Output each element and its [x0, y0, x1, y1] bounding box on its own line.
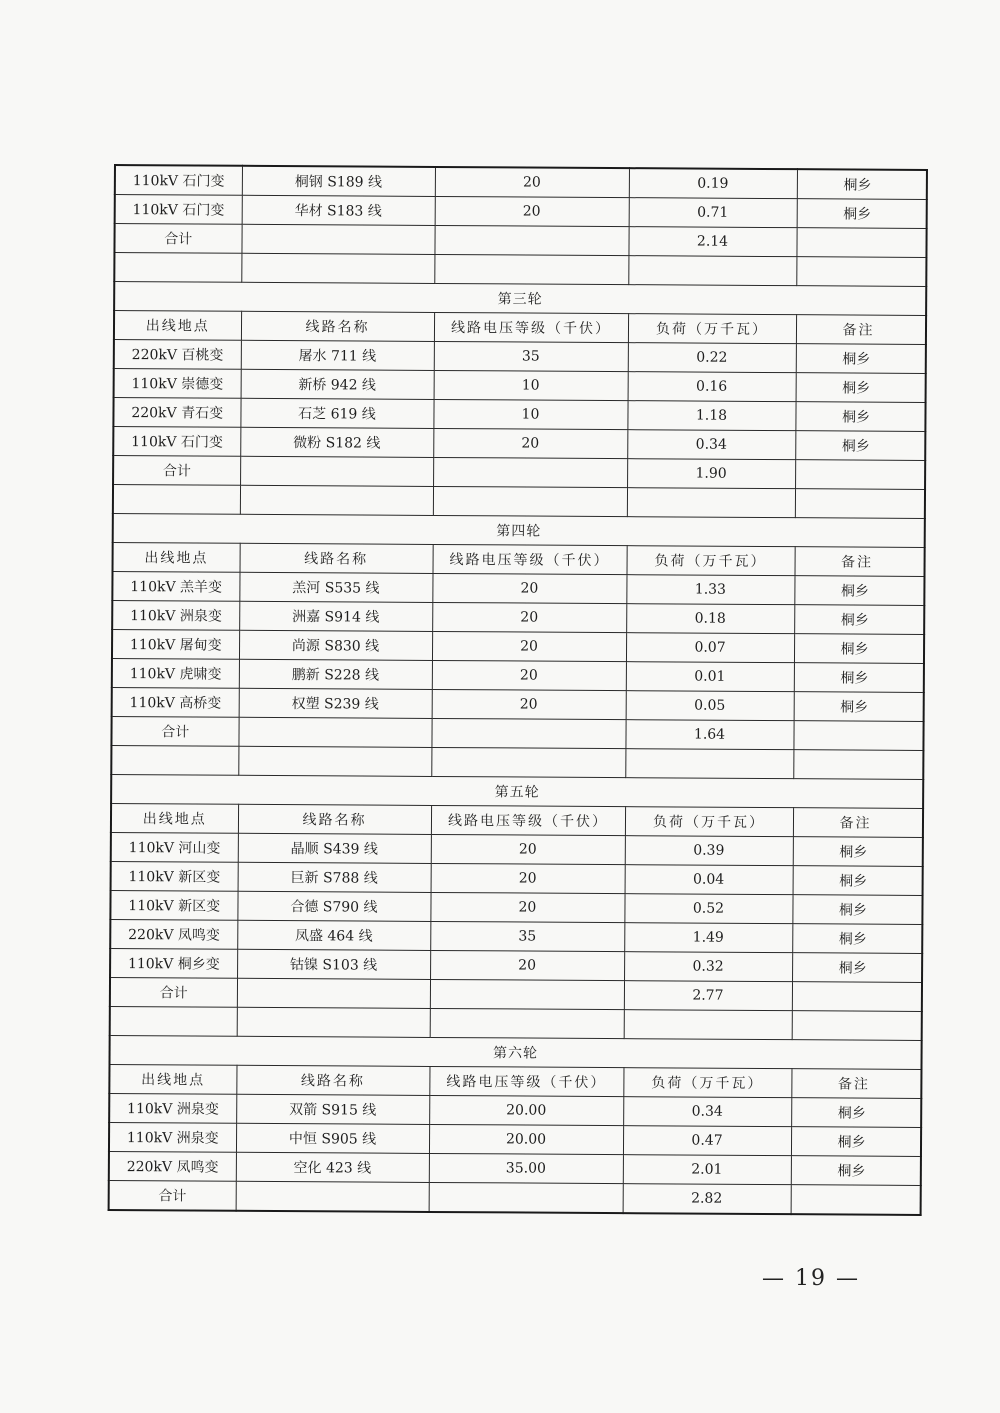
site-cell: 110kV 屠甸变 [112, 629, 239, 659]
site-cell: 110kV 崇德变 [114, 369, 241, 399]
site-cell: 220kV 青石变 [113, 398, 240, 428]
total-load: 1.64 [625, 720, 793, 750]
note-cell: 桐乡 [795, 431, 925, 461]
voltage-cell: 20 [432, 689, 626, 719]
line-cell: 凤盛 464 线 [237, 920, 430, 950]
header-load: 负荷（万千瓦） [623, 1068, 791, 1098]
note-cell: 桐乡 [792, 895, 922, 925]
load-cell: 0.71 [629, 198, 797, 228]
load-cell: 2.01 [623, 1155, 791, 1185]
empty-cell [791, 1185, 921, 1215]
empty-cell [113, 485, 240, 515]
empty-cell [796, 257, 926, 287]
load-shedding-table-wrapper [108, 164, 938, 1216]
voltage-cell: 20 [433, 428, 627, 458]
page-number: — 19 — [762, 1266, 860, 1291]
empty-cell [793, 721, 923, 751]
header-load: 负荷（万千瓦） [628, 314, 796, 344]
voltage-cell: 35 [434, 341, 628, 371]
note-cell: 桐乡 [794, 576, 924, 606]
total-row [109, 1180, 921, 1214]
total-label: 合计 [110, 977, 237, 1007]
empty-cell [434, 254, 628, 284]
site-cell: 110kV 石门变 [113, 427, 240, 457]
voltage-cell: 20 [430, 950, 624, 980]
header-voltage: 线路电压等级（千伏） [433, 544, 627, 574]
empty-cell [237, 978, 430, 1008]
header-note: 备注 [796, 315, 926, 345]
note-cell: 桐乡 [797, 199, 927, 229]
load-cell: 0.34 [627, 430, 795, 460]
empty-cell [628, 256, 796, 286]
line-cell: 微粉 S182 线 [240, 427, 433, 457]
site-cell: 110kV 羔羊变 [112, 571, 239, 601]
site-cell: 110kV 新区变 [110, 890, 237, 920]
line-cell: 巨新 S788 线 [238, 862, 431, 892]
load-cell: 0.52 [624, 894, 792, 924]
voltage-cell: 20 [432, 660, 626, 690]
load-cell: 0.19 [629, 168, 797, 199]
empty-cell [433, 457, 627, 487]
header-line: 线路名称 [241, 311, 434, 341]
header-note: 备注 [791, 1069, 921, 1099]
line-cell: 洲嘉 S914 线 [239, 601, 432, 631]
site-cell: 110kV 洲泉变 [112, 600, 239, 630]
line-cell: 中恒 S905 线 [236, 1123, 429, 1153]
line-cell: 桐钢 S189 线 [242, 166, 435, 197]
voltage-cell: 20 [431, 834, 625, 864]
note-cell: 桐乡 [793, 837, 923, 867]
site-cell: 110kV 新区变 [111, 861, 238, 891]
line-cell: 屠水 711 线 [241, 340, 434, 370]
total-load: 2.82 [623, 1184, 791, 1215]
load-cell: 0.04 [625, 865, 793, 895]
header-site: 出线地点 [111, 803, 238, 833]
header-site: 出线地点 [114, 311, 241, 341]
empty-cell [238, 746, 431, 776]
total-load: 2.77 [624, 981, 792, 1011]
voltage-cell: 20 [435, 167, 629, 198]
note-cell: 桐乡 [797, 169, 927, 199]
round-title: 第六轮 [109, 1035, 921, 1069]
site-cell: 110kV 石门变 [115, 195, 242, 225]
empty-cell [625, 749, 793, 779]
empty-cell [241, 253, 434, 283]
line-cell: 羔河 S535 线 [239, 572, 432, 602]
note-cell: 桐乡 [794, 634, 924, 664]
line-cell: 合德 S790 线 [237, 891, 430, 921]
load-cell: 1.18 [627, 401, 795, 431]
note-cell: 桐乡 [791, 1098, 921, 1128]
load-cell: 0.39 [625, 836, 793, 866]
line-cell: 鹏新 S228 线 [239, 659, 432, 689]
header-line: 线路名称 [238, 804, 431, 834]
note-cell: 桐乡 [792, 924, 922, 954]
voltage-cell: 10 [433, 399, 627, 429]
site-cell: 220kV 凤鸣变 [109, 1151, 236, 1181]
empty-cell [792, 1011, 922, 1041]
header-voltage: 线路电压等级（千伏） [434, 312, 628, 342]
load-cell: 0.16 [628, 372, 796, 402]
voltage-cell: 20 [432, 631, 626, 661]
empty-cell [240, 485, 433, 515]
total-label: 合计 [109, 1180, 236, 1210]
line-cell: 晶顺 S439 线 [238, 833, 431, 863]
empty-cell [430, 1008, 624, 1038]
site-cell: 110kV 高桥变 [112, 687, 239, 717]
header-load: 负荷（万千瓦） [625, 807, 793, 837]
note-cell: 桐乡 [793, 866, 923, 896]
empty-cell [241, 224, 434, 254]
load-cell: 0.07 [626, 633, 794, 663]
empty-cell [434, 225, 628, 255]
empty-cell [796, 228, 926, 258]
line-cell: 石芝 619 线 [240, 398, 433, 428]
empty-cell [430, 979, 624, 1009]
site-cell: 110kV 虎啸变 [112, 658, 239, 688]
empty-cell [433, 486, 627, 516]
total-label: 合计 [111, 716, 238, 746]
site-cell: 110kV 石门变 [115, 165, 242, 195]
empty-cell [624, 1010, 792, 1040]
empty-cell [795, 460, 925, 490]
header-line: 线路名称 [236, 1065, 429, 1095]
empty-cell [238, 717, 431, 747]
site-cell: 220kV 凤鸣变 [110, 919, 237, 949]
empty-cell [795, 489, 925, 519]
voltage-cell: 20.00 [429, 1095, 623, 1125]
header-load: 负荷（万千瓦） [627, 546, 795, 576]
voltage-cell: 20 [435, 196, 629, 226]
line-cell: 新桥 942 线 [241, 369, 434, 399]
load-cell: 0.47 [623, 1126, 791, 1156]
header-site: 出线地点 [113, 542, 240, 572]
voltage-cell: 20 [432, 573, 626, 603]
round-title: 第五轮 [111, 774, 923, 808]
voltage-cell: 10 [434, 370, 628, 400]
empty-cell [236, 1181, 429, 1212]
site-cell: 220kV 百桃变 [114, 340, 241, 370]
site-cell: 110kV 河山变 [111, 832, 238, 862]
note-cell: 桐乡 [791, 1127, 921, 1157]
site-cell: 110kV 桐乡变 [110, 948, 237, 978]
empty-cell [114, 253, 241, 283]
voltage-cell: 20.00 [429, 1124, 623, 1154]
voltage-cell: 20 [432, 602, 626, 632]
line-cell: 尚源 S830 线 [239, 630, 432, 660]
note-cell: 桐乡 [794, 692, 924, 722]
empty-cell [793, 750, 923, 780]
line-cell: 空化 423 线 [236, 1152, 429, 1182]
line-cell: 双箭 S915 线 [236, 1094, 429, 1124]
empty-cell [429, 1182, 623, 1213]
load-cell: 0.32 [624, 952, 792, 982]
load-cell: 0.22 [628, 343, 796, 373]
site-cell: 110kV 洲泉变 [109, 1122, 236, 1152]
voltage-cell: 35 [430, 921, 624, 951]
empty-cell [111, 745, 238, 775]
load-cell: 1.49 [624, 923, 792, 953]
note-cell: 桐乡 [796, 344, 926, 374]
load-cell: 0.34 [623, 1097, 791, 1127]
round-title: 第三轮 [114, 282, 926, 316]
total-load: 2.14 [628, 227, 796, 257]
load-cell: 1.33 [626, 575, 794, 605]
voltage-cell: 20 [430, 892, 624, 922]
total-load: 1.90 [627, 459, 795, 489]
note-cell: 桐乡 [791, 1156, 921, 1186]
total-label: 合计 [113, 456, 240, 486]
empty-cell [431, 747, 625, 777]
empty-cell [110, 1006, 237, 1036]
load-cell: 0.01 [626, 662, 794, 692]
site-cell: 110kV 洲泉变 [109, 1093, 236, 1123]
load-cell: 0.05 [626, 691, 794, 721]
header-note: 备注 [794, 547, 924, 577]
voltage-cell: 20 [431, 863, 625, 893]
empty-cell [627, 488, 795, 518]
round-title: 第四轮 [113, 513, 925, 547]
total-label: 合计 [114, 224, 241, 254]
voltage-cell: 35.00 [429, 1153, 623, 1183]
empty-cell [237, 1007, 430, 1037]
empty-cell [792, 982, 922, 1012]
line-cell: 钴镍 S103 线 [237, 949, 430, 979]
load-shedding-table [108, 164, 928, 1216]
header-voltage: 线路电压等级（千伏） [431, 805, 625, 835]
load-cell: 0.18 [626, 604, 794, 634]
empty-cell [240, 456, 433, 486]
header-note: 备注 [793, 808, 923, 838]
empty-cell [431, 718, 625, 748]
header-line: 线路名称 [240, 543, 433, 573]
note-cell: 桐乡 [795, 402, 925, 432]
note-cell: 桐乡 [794, 605, 924, 635]
line-cell: 权塑 S239 线 [239, 688, 432, 718]
note-cell: 桐乡 [792, 953, 922, 983]
header-site: 出线地点 [109, 1064, 236, 1094]
header-voltage: 线路电压等级（千伏） [429, 1066, 623, 1096]
line-cell: 华材 S183 线 [242, 195, 435, 225]
note-cell: 桐乡 [796, 373, 926, 403]
note-cell: 桐乡 [794, 663, 924, 693]
